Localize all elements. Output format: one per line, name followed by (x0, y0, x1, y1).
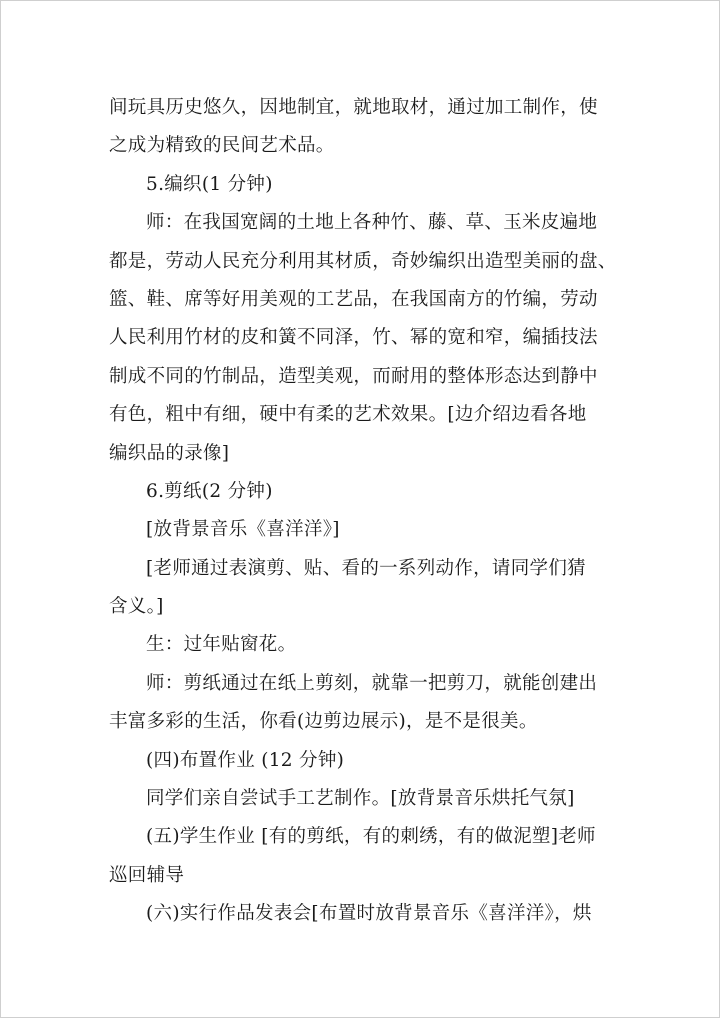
text-line: 之成为精致的民间艺术品。 (109, 135, 335, 157)
text-line: 师：在我国宽阔的土地上各种竹、藤、草、玉米皮遍地 (146, 212, 598, 234)
text-line: 生：过年贴窗花。 (146, 634, 297, 656)
text-line: [放背景音乐《喜洋洋》] (146, 519, 340, 541)
text-line: 篮、鞋、席等好用美观的工艺品，在我国南方的竹编，劳动 (109, 288, 598, 310)
section-heading: 6.剪纸(2 分钟) (146, 480, 273, 502)
text-line: 巡回辅导 (109, 864, 185, 886)
section-heading: (六)实行作品发表会[布置时放背景音乐《喜洋洋》，烘 (146, 903, 592, 925)
text-line: 丰富多彩的生活，你看(边剪边展示)，是不是很美。 (109, 711, 538, 733)
text-line: 都是，劳动人民充分利用其材质，奇妙编织出造型美丽的盘、 (109, 250, 617, 272)
text-line: 间玩具历史悠久，因地制宜，就地取材，通过加工制作，使 (109, 97, 598, 118)
text-line: 制成不同的竹制品，造型美观，而耐用的整体形态达到静中 (109, 365, 598, 387)
section-heading: (四)布置作业 (12 分钟) (146, 749, 345, 771)
text-line: 含义。] (109, 596, 164, 618)
text-line: 编织品的录像] (109, 442, 230, 464)
text-line: 师：剪纸通过在纸上剪刻，就靠一把剪刀，就能创建出 (146, 672, 598, 694)
text-line: 同学们亲自尝试手工艺制作。[放背景音乐烘托气氛] (146, 788, 575, 810)
text-line: 人民利用竹材的皮和簧不同泽，竹、幂的宽和窄，编插技法 (109, 327, 598, 349)
text-line: 有色，粗中有细，硬中有柔的艺术效果。[边介绍边看各地 (109, 404, 587, 426)
document-body (109, 89, 617, 934)
section-heading: 5.编织(1 分钟) (146, 173, 273, 195)
section-heading: (五)学生作业 [有的剪纸，有的刺绣，有的做泥塑]老师 (146, 826, 596, 848)
text-line: [老师通过表演剪、贴、看的一系列动作，请同学们猜 (146, 557, 586, 579)
